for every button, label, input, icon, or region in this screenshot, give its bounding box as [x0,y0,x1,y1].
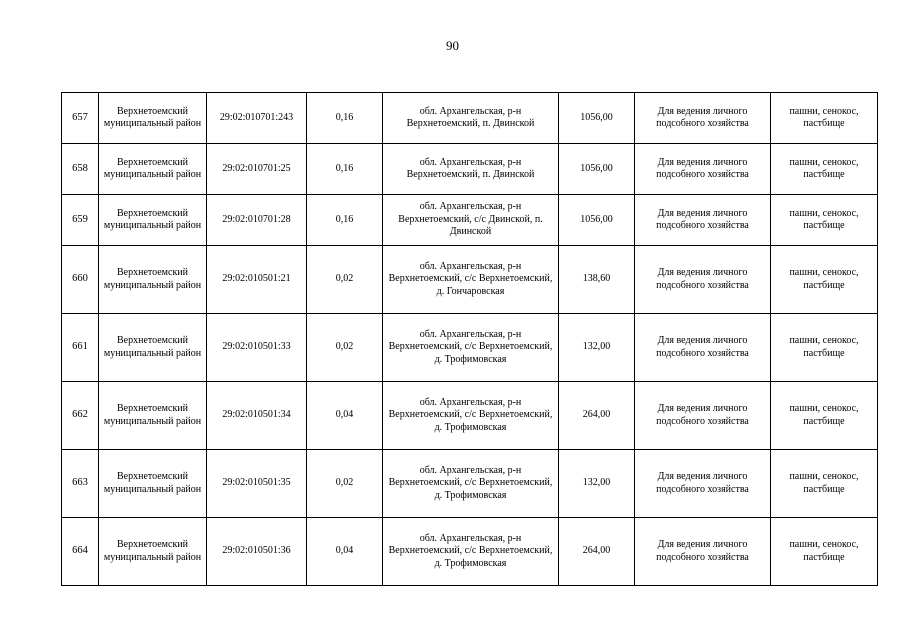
address-cell: обл. Архангельская, р-н Верхнетоемский, с/с Верхнетоемский, д. Трофимовская [383,314,559,382]
area-cell: 0,16 [307,93,383,144]
row-number: 658 [62,144,99,195]
permitted-use-cell: Для ведения личного подсобного хозяйства [635,246,771,314]
address-cell: обл. Архангельская, р-н Верхнетоемский, с/с Верхнетоемский, д. Трофимовская [383,382,559,450]
value-cell: 1056,00 [559,144,635,195]
value-cell: 264,00 [559,518,635,586]
area-cell: 0,04 [307,518,383,586]
permitted-use-cell: Для ведения личного подсобного хозяйства [635,93,771,144]
area-cell: 0,04 [307,382,383,450]
district-cell: Верхнетоемский муниципальный район [99,382,207,450]
address-cell: обл. Архангельская, р-н Верхнетоемский, п. Двинской [383,144,559,195]
district-cell: Верхнетоемский муниципальный район [99,195,207,246]
value-cell: 132,00 [559,450,635,518]
area-cell: 0,02 [307,314,383,382]
row-number: 659 [62,195,99,246]
district-cell: Верхнетоемский муниципальный район [99,93,207,144]
area-cell: 0,16 [307,195,383,246]
cadastral-number-cell: 29:02:010501:35 [207,450,307,518]
land-plots-table [61,92,878,586]
district-cell: Верхнетоемский муниципальный район [99,144,207,195]
table-row [62,382,878,450]
value-cell: 1056,00 [559,93,635,144]
cadastral-number-cell: 29:02:010501:33 [207,314,307,382]
table-row [62,195,878,246]
value-cell: 132,00 [559,314,635,382]
permitted-use-cell: Для ведения личного подсобного хозяйства [635,382,771,450]
district-cell: Верхнетоемский муниципальный район [99,518,207,586]
area-cell: 0,16 [307,144,383,195]
land-type-cell: пашни, сенокос, пастбище [771,518,878,586]
permitted-use-cell: Для ведения личного подсобного хозяйства [635,518,771,586]
land-type-cell: пашни, сенокос, пастбище [771,93,878,144]
land-type-cell: пашни, сенокос, пастбище [771,144,878,195]
row-number: 663 [62,450,99,518]
row-number: 662 [62,382,99,450]
table-row [62,144,878,195]
land-type-cell: пашни, сенокос, пастбище [771,246,878,314]
address-cell: обл. Архангельская, р-н Верхнетоемский, с/с Верхнетоемский, д. Гончаровская [383,246,559,314]
address-cell: обл. Архангельская, р-н Верхнетоемский, с/с Двинской, п. Двинской [383,195,559,246]
value-cell: 264,00 [559,382,635,450]
address-cell: обл. Архангельская, р-н Верхнетоемский, с/с Верхнетоемский, д. Трофимовская [383,450,559,518]
permitted-use-cell: Для ведения личного подсобного хозяйства [635,195,771,246]
address-cell: обл. Архангельская, р-н Верхнетоемский, п. Двинской [383,93,559,144]
cadastral-number-cell: 29:02:010701:25 [207,144,307,195]
district-cell: Верхнетоемский муниципальный район [99,246,207,314]
table-row [62,450,878,518]
permitted-use-cell: Для ведения личного подсобного хозяйства [635,314,771,382]
cadastral-number-cell: 29:02:010701:28 [207,195,307,246]
table-row [62,93,878,144]
cadastral-number-cell: 29:02:010501:34 [207,382,307,450]
district-cell: Верхнетоемский муниципальный район [99,314,207,382]
permitted-use-cell: Для ведения личного подсобного хозяйства [635,450,771,518]
address-cell: обл. Архангельская, р-н Верхнетоемский, с/с Верхнетоемский, д. Трофимовская [383,518,559,586]
value-cell: 1056,00 [559,195,635,246]
table-row [62,518,878,586]
area-cell: 0,02 [307,450,383,518]
cadastral-number-cell: 29:02:010501:21 [207,246,307,314]
row-number: 664 [62,518,99,586]
cadastral-number-cell: 29:02:010701:243 [207,93,307,144]
area-cell: 0,02 [307,246,383,314]
page-number: 90 [446,38,459,53]
row-number: 660 [62,246,99,314]
land-type-cell: пашни, сенокос, пастбище [771,195,878,246]
permitted-use-cell: Для ведения личного подсобного хозяйства [635,144,771,195]
value-cell: 138,60 [559,246,635,314]
table-row [62,314,878,382]
land-type-cell: пашни, сенокос, пастбище [771,382,878,450]
district-cell: Верхнетоемский муниципальный район [99,450,207,518]
land-type-cell: пашни, сенокос, пастбище [771,314,878,382]
row-number: 657 [62,93,99,144]
land-type-cell: пашни, сенокос, пастбище [771,450,878,518]
cadastral-number-cell: 29:02:010501:36 [207,518,307,586]
row-number: 661 [62,314,99,382]
table-row [62,246,878,314]
